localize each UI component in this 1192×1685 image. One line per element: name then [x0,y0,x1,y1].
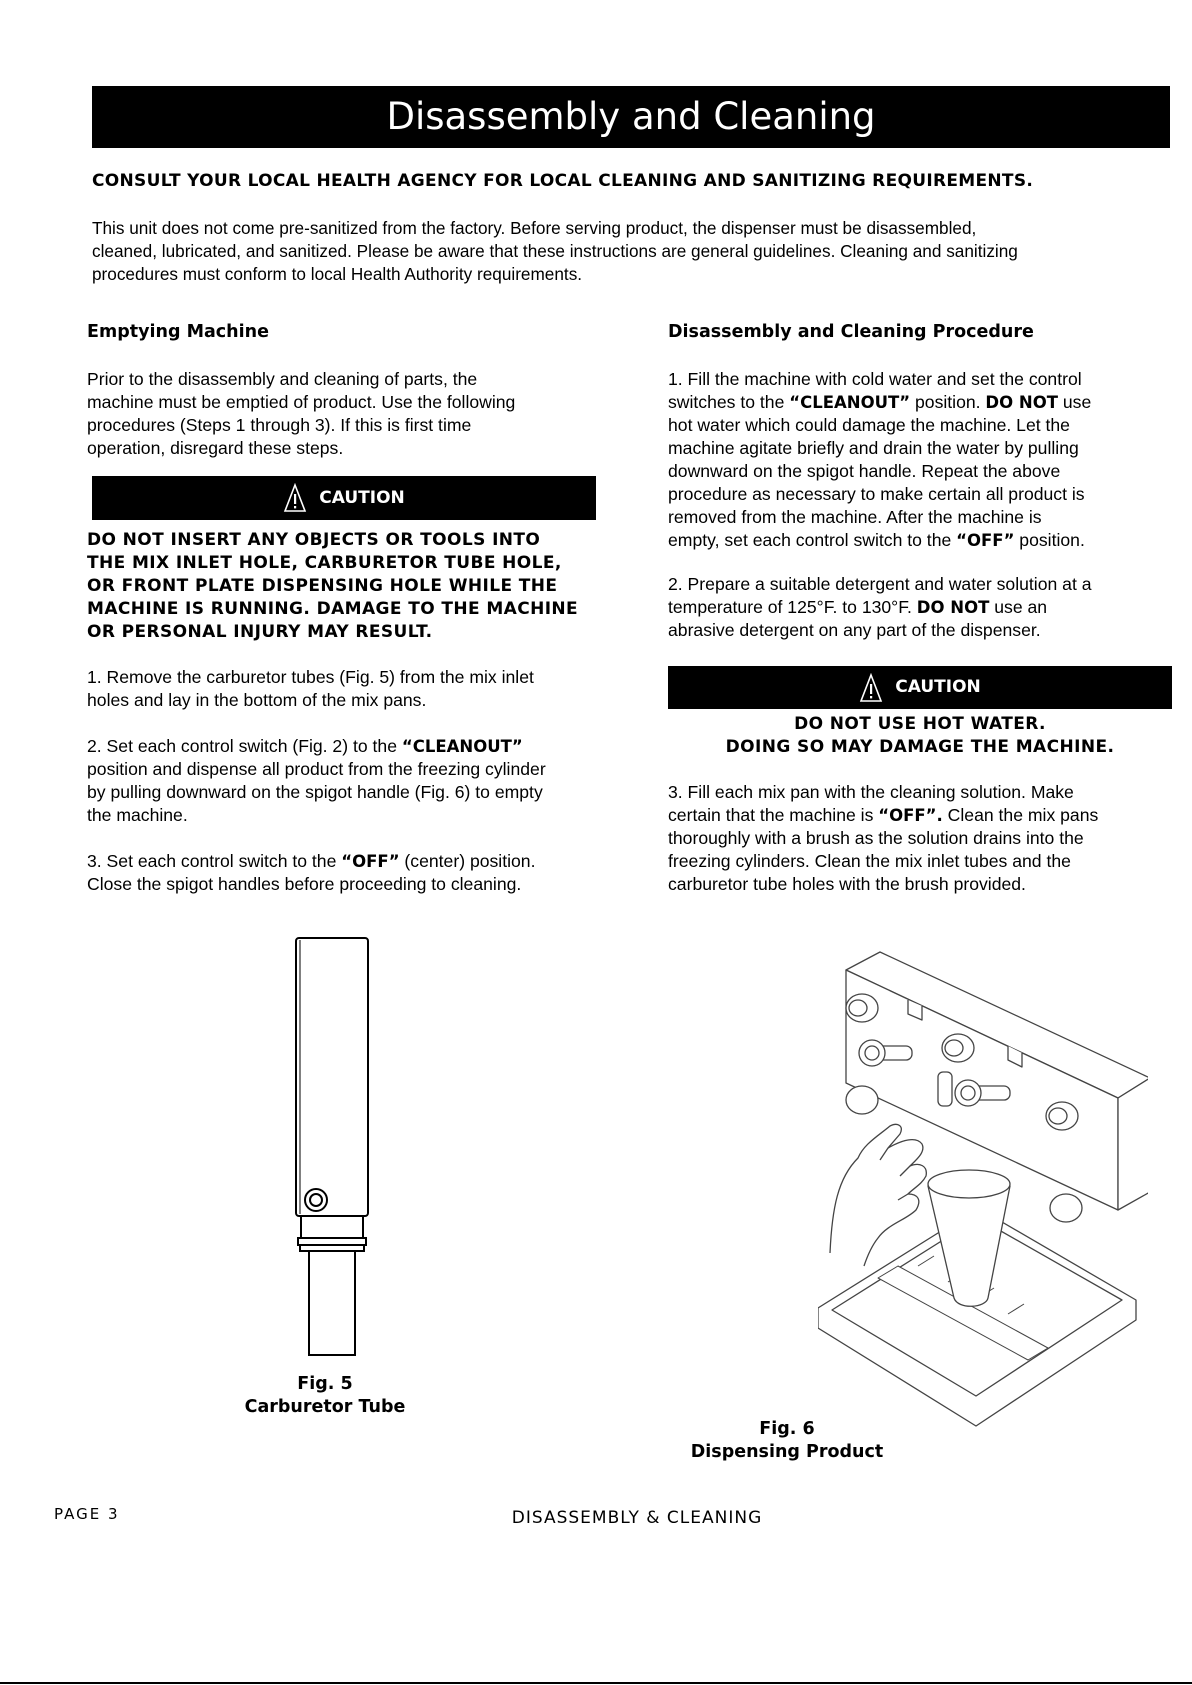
text-line: carburetor tube holes with the brush provided. [668,874,1026,894]
page-number: PAGE 3 [54,1505,120,1523]
step-text: Clean the mix pans [942,805,1099,825]
cleaning-step-3 [668,781,1183,896]
emptying-step-1 [87,666,617,712]
text-line: downward on the spigot handle. Repeat the above [668,461,1061,481]
do-not-emphasis: DO NOT [985,393,1058,412]
off-emphasis: “OFF”. [878,806,943,825]
text-line: 1. Fill the machine with cold water and set the control [668,369,1082,389]
fig6-title: Dispensing Product [690,1442,884,1462]
off-emphasis: “OFF” [956,531,1015,550]
text-line: position and dispense all product from the freezing cylinder [87,759,546,779]
intro-line: procedures must conform to local Health Authority requirements. [92,264,583,284]
cleaning-step-1 [668,368,1178,552]
consult-notice: CONSULT YOUR LOCAL HEALTH AGENCY FOR LOCAL CLEANING AND SANITIZING REQUIREMENTS. [92,171,1034,191]
page-title-banner [92,86,1170,148]
warning-line: OR PERSONAL INJURY MAY RESULT. [87,622,433,642]
cleanout-emphasis: “CLEANOUT” [789,393,911,412]
fig5-title: Carburetor Tube [244,1397,406,1417]
caution-warning-right [668,713,1172,759]
text-line [668,596,1183,619]
step-text: use [1057,392,1092,412]
emptying-intro-paragraph [87,368,607,460]
intro-line: This unit does not come pre-sanitized from the factory. Before serving product, the dispenser must be disassembled, [92,218,977,238]
text-line: thoroughly with a brush as the solution drains into the [668,828,1084,848]
bottom-divider [0,1682,1192,1684]
fig6-caption [682,1418,892,1464]
warning-line: DO NOT USE HOT WATER. [794,714,1046,734]
warning-line: DO NOT INSERT ANY OBJECTS OR TOOLS INTO [87,530,541,550]
page-title: Disassembly and Cleaning [386,95,876,138]
text-line: holes and lay in the bottom of the mix pans. [87,690,427,710]
text-line: freezing cylinders. Clean the mix inlet tubes and the [668,851,1071,871]
caution-warning-left [87,529,617,644]
text-line: machine must be emptied of product. Use the following [87,392,516,412]
step-text: empty, set each control switch to the [668,530,957,550]
text-line: by pulling downward on the spigot handle (Fig. 6) to empty [87,782,543,802]
caution-bar-left [92,476,596,520]
warning-line: THE MIX INLET HOLE, CARBURETOR TUBE HOLE, [87,553,562,573]
text-line [87,850,617,873]
caution-label: CAUTION [895,677,981,697]
emptying-machine-heading: Emptying Machine [87,322,269,342]
warning-line: DOING SO MAY DAMAGE THE MACHINE. [725,737,1115,757]
off-emphasis: “OFF” [341,852,400,871]
cleaning-procedure-heading: Disassembly and Cleaning Procedure [668,322,1034,342]
step-text: switches to the [668,392,790,412]
emptying-step-2 [87,735,617,827]
do-not-emphasis: DO NOT [916,598,990,617]
fig6-label: Fig. 6 [759,1419,815,1439]
text-line [668,391,1178,414]
text-line: 1. Remove the carburetor tubes (Fig. 5) from the mix inlet [87,667,534,687]
text-line: Prior to the disassembly and cleaning of parts, the [87,369,478,389]
text-line: abrasive detergent on any part of the dispenser. [668,620,1041,640]
cleaning-step-2 [668,573,1183,642]
intro-paragraph [92,217,1184,286]
text-line: Close the spigot handles before proceeding to cleaning. [87,874,522,894]
text-line: 2. Prepare a suitable detergent and water solution at a [668,574,1092,594]
step-text: position. [1014,530,1085,550]
warning-triangle-icon [283,483,307,513]
fig5-label: Fig. 5 [297,1374,353,1394]
step-text: use an [989,597,1048,617]
step-text: position. [910,392,986,412]
text-line: machine agitate briefly and drain the water by pulling [668,438,1079,458]
step-text: 3. Set each control switch to the [87,851,342,871]
fig5-caption [223,1373,427,1419]
step-text: temperature of 125°F. to 130°F. [668,597,917,617]
text-line: procedure as necessary to make certain all product is [668,484,1085,504]
text-line: the machine. [87,805,188,825]
text-line [87,735,617,758]
text-line: hot water which could damage the machine. Let the [668,415,1070,435]
footer-section-title: DISASSEMBLY & CLEANING [511,1508,763,1528]
carburetor-tube-illustration [280,930,380,1360]
emptying-step-3 [87,850,617,896]
warning-line: OR FRONT PLATE DISPENSING HOLE WHILE THE [87,576,558,596]
step-text: certain that the machine is [668,805,879,825]
warning-line: MACHINE IS RUNNING. DAMAGE TO THE MACHINE [87,599,579,619]
text-line: 3. Fill each mix pan with the cleaning solution. Make [668,782,1074,802]
caution-label: CAUTION [319,488,405,508]
text-line: procedures (Steps 1 through 3). If this is first time [87,415,472,435]
step-text: 2. Set each control switch (Fig. 2) to the [87,736,402,756]
caution-bar-right [668,666,1172,709]
intro-line: cleaned, lubricated, and sanitized. Please be aware that these instructions are general guidelines. Cleaning and sanitizing [92,241,1018,261]
dispensing-product-illustration [818,948,1148,1463]
step-text: (center) position. [399,851,536,871]
text-line: removed from the machine. After the machine is [668,507,1042,527]
text-line [668,804,1183,827]
text-line [668,529,1178,552]
text-line: operation, disregard these steps. [87,438,344,458]
cleanout-emphasis: “CLEANOUT” [401,737,523,756]
warning-triangle-icon [859,673,883,703]
